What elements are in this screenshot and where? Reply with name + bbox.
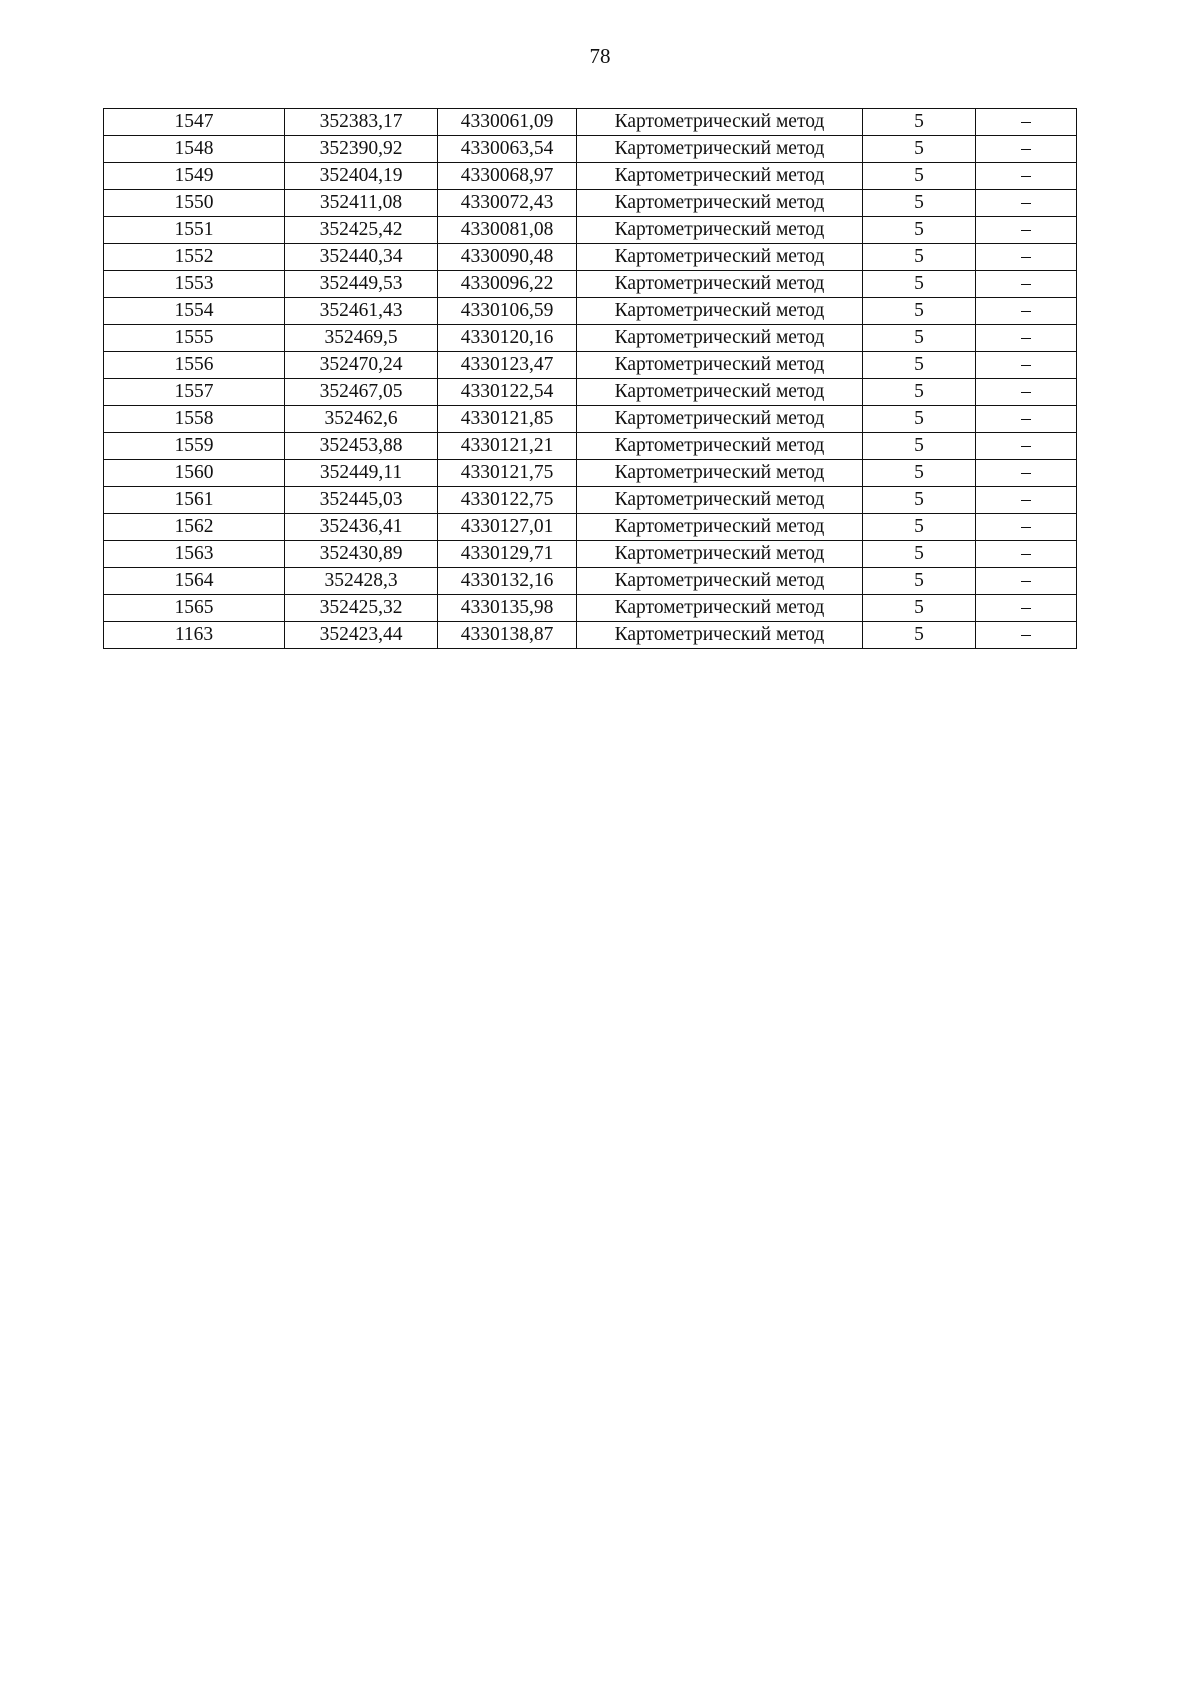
point-number-cell: 1557 [104,379,285,406]
method-cell: Картометрический метод [577,595,863,622]
method-cell: Картометрический метод [577,271,863,298]
y-coordinate-cell: 4330122,75 [438,487,577,514]
method-cell: Картометрический метод [577,379,863,406]
x-coordinate-cell: 352383,17 [285,109,438,136]
accuracy-cell: 5 [863,298,976,325]
y-coordinate-cell: 4330121,85 [438,406,577,433]
y-coordinate-cell: 4330068,97 [438,163,577,190]
x-coordinate-cell: 352449,53 [285,271,438,298]
table-row [104,244,1077,271]
note-cell: – [976,244,1077,271]
note-cell: – [976,190,1077,217]
x-coordinate-cell: 352404,19 [285,163,438,190]
note-cell: – [976,136,1077,163]
table-row [104,325,1077,352]
point-number-cell: 1163 [104,622,285,649]
method-cell: Картометрический метод [577,325,863,352]
accuracy-cell: 5 [863,352,976,379]
accuracy-cell: 5 [863,595,976,622]
table-row [104,271,1077,298]
table-row [104,136,1077,163]
accuracy-cell: 5 [863,460,976,487]
method-cell: Картометрический метод [577,109,863,136]
accuracy-cell: 5 [863,406,976,433]
y-coordinate-cell: 4330072,43 [438,190,577,217]
page-number: 78 [589,44,611,68]
accuracy-cell: 5 [863,325,976,352]
method-cell: Картометрический метод [577,352,863,379]
note-cell: – [976,109,1077,136]
x-coordinate-cell: 352411,08 [285,190,438,217]
x-coordinate-cell: 352461,43 [285,298,438,325]
note-cell: – [976,352,1077,379]
method-cell: Картометрический метод [577,406,863,433]
note-cell: – [976,325,1077,352]
table-body [104,109,1077,649]
x-coordinate-cell: 352440,34 [285,244,438,271]
accuracy-cell: 5 [863,163,976,190]
point-number-cell: 1561 [104,487,285,514]
y-coordinate-cell: 4330121,75 [438,460,577,487]
note-cell: – [976,163,1077,190]
note-cell: – [976,217,1077,244]
table-row [104,379,1077,406]
table-row [104,595,1077,622]
x-coordinate-cell: 352462,6 [285,406,438,433]
method-cell: Картометрический метод [577,190,863,217]
x-coordinate-cell: 352390,92 [285,136,438,163]
method-cell: Картометрический метод [577,622,863,649]
method-cell: Картометрический метод [577,163,863,190]
table-row [104,190,1077,217]
y-coordinate-cell: 4330061,09 [438,109,577,136]
method-cell: Картометрический метод [577,568,863,595]
x-coordinate-cell: 352470,24 [285,352,438,379]
accuracy-cell: 5 [863,433,976,460]
x-coordinate-cell: 352453,88 [285,433,438,460]
note-cell: – [976,622,1077,649]
x-coordinate-cell: 352430,89 [285,541,438,568]
y-coordinate-cell: 4330106,59 [438,298,577,325]
table-row [104,514,1077,541]
point-number-cell: 1552 [104,244,285,271]
accuracy-cell: 5 [863,244,976,271]
point-number-cell: 1551 [104,217,285,244]
y-coordinate-cell: 4330129,71 [438,541,577,568]
table-row [104,487,1077,514]
point-number-cell: 1565 [104,595,285,622]
note-cell: – [976,541,1077,568]
y-coordinate-cell: 4330122,54 [438,379,577,406]
note-cell: – [976,487,1077,514]
table-row [104,568,1077,595]
y-coordinate-cell: 4330135,98 [438,595,577,622]
table-row [104,541,1077,568]
note-cell: – [976,568,1077,595]
y-coordinate-cell: 4330121,21 [438,433,577,460]
note-cell: – [976,298,1077,325]
table-row [104,163,1077,190]
accuracy-cell: 5 [863,190,976,217]
point-number-cell: 1560 [104,460,285,487]
point-number-cell: 1564 [104,568,285,595]
accuracy-cell: 5 [863,622,976,649]
point-number-cell: 1547 [104,109,285,136]
table-row [104,460,1077,487]
method-cell: Картометрический метод [577,487,863,514]
note-cell: – [976,379,1077,406]
y-coordinate-cell: 4330138,87 [438,622,577,649]
note-cell: – [976,433,1077,460]
y-coordinate-cell: 4330123,47 [438,352,577,379]
y-coordinate-cell: 4330127,01 [438,514,577,541]
point-number-cell: 1556 [104,352,285,379]
point-number-cell: 1548 [104,136,285,163]
table-row [104,622,1077,649]
y-coordinate-cell: 4330063,54 [438,136,577,163]
y-coordinate-cell: 4330132,16 [438,568,577,595]
point-number-cell: 1558 [104,406,285,433]
accuracy-cell: 5 [863,514,976,541]
table-row [104,217,1077,244]
point-number-cell: 1549 [104,163,285,190]
method-cell: Картометрический метод [577,136,863,163]
y-coordinate-cell: 4330096,22 [438,271,577,298]
method-cell: Картометрический метод [577,541,863,568]
note-cell: – [976,595,1077,622]
y-coordinate-cell: 4330120,16 [438,325,577,352]
method-cell: Картометрический метод [577,244,863,271]
x-coordinate-cell: 352469,5 [285,325,438,352]
accuracy-cell: 5 [863,136,976,163]
y-coordinate-cell: 4330090,48 [438,244,577,271]
x-coordinate-cell: 352449,11 [285,460,438,487]
method-cell: Картометрический метод [577,298,863,325]
accuracy-cell: 5 [863,217,976,244]
x-coordinate-cell: 352425,42 [285,217,438,244]
method-cell: Картометрический метод [577,514,863,541]
x-coordinate-cell: 352425,32 [285,595,438,622]
point-number-cell: 1559 [104,433,285,460]
method-cell: Картометрический метод [577,460,863,487]
accuracy-cell: 5 [863,379,976,406]
note-cell: – [976,271,1077,298]
note-cell: – [976,460,1077,487]
table-row [104,109,1077,136]
accuracy-cell: 5 [863,271,976,298]
table-row [104,352,1077,379]
table-row [104,433,1077,460]
point-number-cell: 1563 [104,541,285,568]
x-coordinate-cell: 352423,44 [285,622,438,649]
x-coordinate-cell: 352428,3 [285,568,438,595]
x-coordinate-cell: 352467,05 [285,379,438,406]
point-number-cell: 1554 [104,298,285,325]
note-cell: – [976,406,1077,433]
accuracy-cell: 5 [863,568,976,595]
x-coordinate-cell: 352436,41 [285,514,438,541]
method-cell: Картометрический метод [577,217,863,244]
accuracy-cell: 5 [863,541,976,568]
accuracy-cell: 5 [863,487,976,514]
method-cell: Картометрический метод [577,433,863,460]
accuracy-cell: 5 [863,109,976,136]
point-number-cell: 1553 [104,271,285,298]
point-number-cell: 1555 [104,325,285,352]
point-number-cell: 1562 [104,514,285,541]
point-number-cell: 1550 [104,190,285,217]
table-row [104,298,1077,325]
y-coordinate-cell: 4330081,08 [438,217,577,244]
x-coordinate-cell: 352445,03 [285,487,438,514]
coordinates-table [103,108,1077,649]
table-row [104,406,1077,433]
note-cell: – [976,514,1077,541]
